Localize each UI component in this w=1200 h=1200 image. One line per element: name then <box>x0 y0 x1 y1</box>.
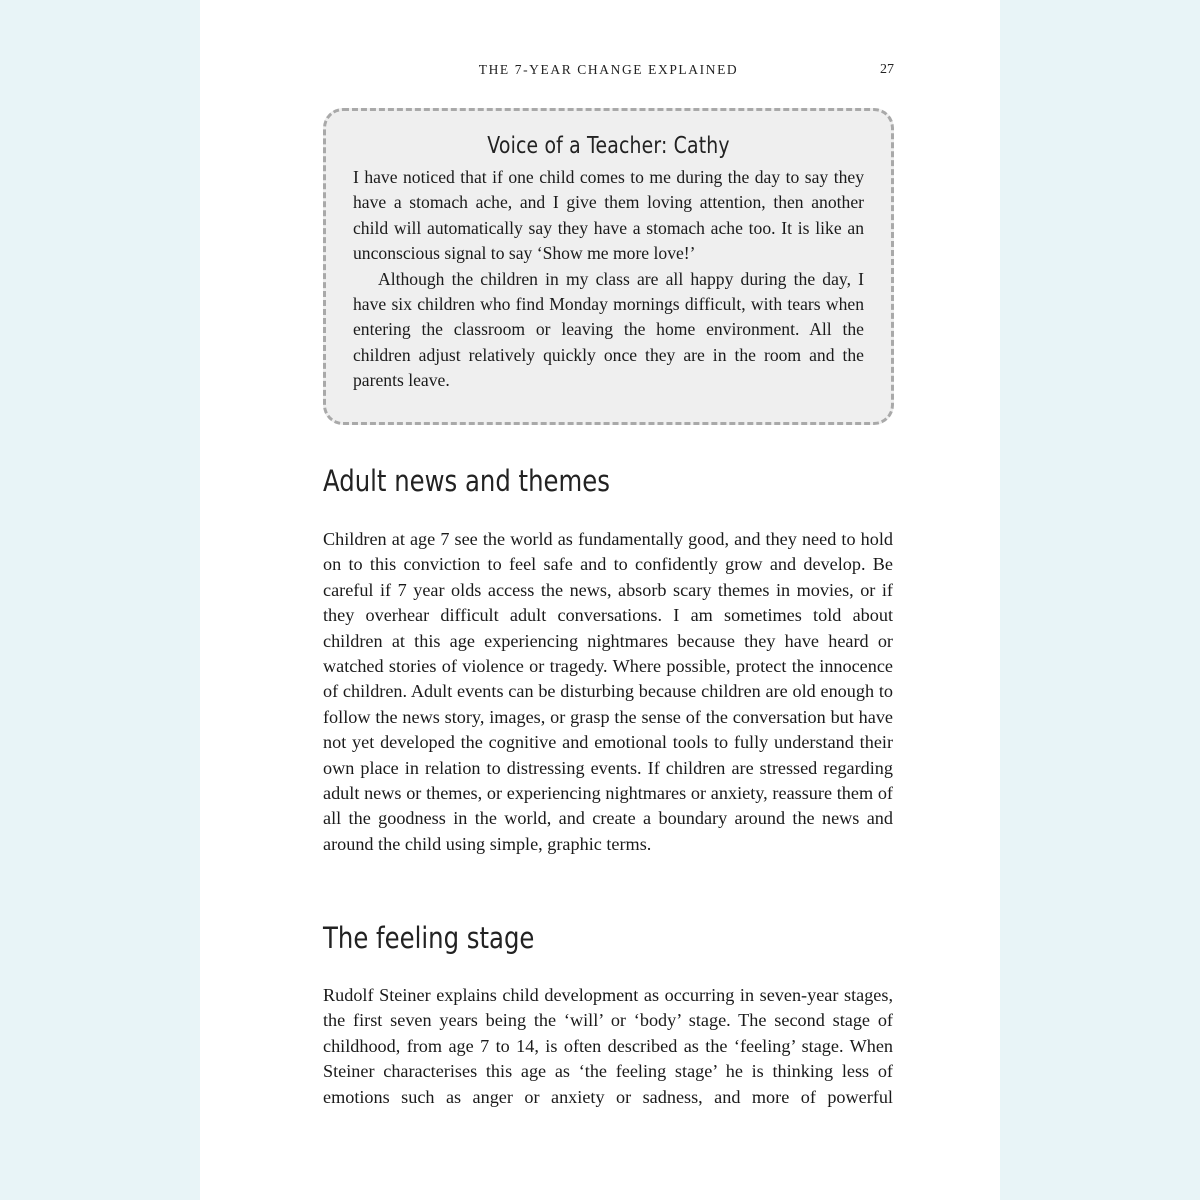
page-number: 27 <box>880 62 894 77</box>
quote-box-body <box>353 165 864 394</box>
body-paragraph-feeling-stage: Rudolf Steiner explains child development as occurring in seven-year stages, the first seven years being the ‘will’ or ‘body’ stage. The second stage of childhood, from age 7 to 14, is often described as the ‘feeling’ stage. When Steiner characterises this age as ‘the feeling stage’ he is thinking less of emotions such as anger or anxiety or sadness, and more of powerful <box>323 985 893 1107</box>
section-heading-adult-news: Adult news and themes <box>323 464 610 498</box>
quote-paragraph: I have noticed that if one child comes to me during the day to say they have a stomach ache, and I give them loving attention, then another child will automatically say they have a stomach ache too. It is like an unconscious signal to say ‘Show me more love!’ <box>353 167 864 264</box>
quote-box-title: Voice of a Teacher: Cathy <box>487 133 730 159</box>
running-title: THE 7-YEAR CHANGE EXPLAINED <box>478 62 739 77</box>
book-page <box>200 0 1000 1200</box>
body-paragraph-adult-news: Children at age 7 see the world as fundamentally good, and they need to hold on to this conviction to feel safe and to confidently grow and develop. Be careful if 7 year olds access the news, absorb scary themes in movies, or if they overhear difficult adult conversations. I am sometimes told about children at this age experiencing nightmares because they have heard or watched stories of violence or tragedy. Where possible, protect the innocence of children. Adult events can be disturbing because children are old enough to follow the news story, images, or grasp the sense of the conversation but have not yet developed the cognitive and emotional tools to fully understand their own place in relation to distressing events. If children are stressed regarding adult news or themes, or experiencing nightmares or anxiety, reassure them of all the goodness in the world, and create a boundary around the news and around the child using simple, graphic terms. <box>323 529 893 854</box>
teacher-quote-box <box>323 108 894 425</box>
quote-paragraph: Although the children in my class are all happy during the day, I have six children who find Monday mornings difficult, with tears when entering the classroom or leaving the home environment. All the children adjust relatively quickly once they are in the room and the parents leave. <box>353 268 864 391</box>
running-header <box>323 62 894 82</box>
section-heading-feeling-stage: The feeling stage <box>323 921 535 955</box>
